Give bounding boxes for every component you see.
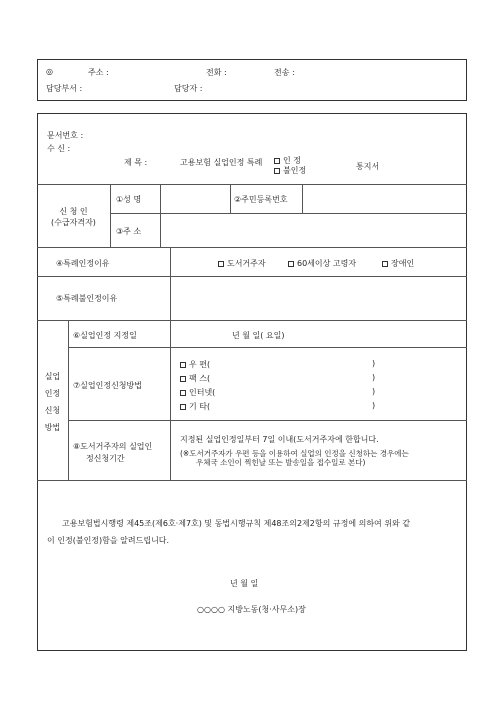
header-bullet: ◎ xyxy=(46,67,53,76)
option-reject: 불인정 xyxy=(274,165,306,176)
doc-number-label: 문서번호 : xyxy=(47,131,84,140)
special-reason-label: ④특례인정이유 xyxy=(56,259,110,268)
close-paren: ) xyxy=(372,387,376,396)
grid-line xyxy=(160,213,161,247)
checkbox-icon[interactable] xyxy=(180,362,186,368)
reason-option-island: 도서거주자 xyxy=(218,258,266,269)
header-address-label: 주소 : xyxy=(88,68,109,77)
close-paren: ) xyxy=(372,359,376,368)
method-side-label-3: 신청 xyxy=(44,406,61,415)
grid-line xyxy=(110,184,111,247)
grid-line xyxy=(110,213,467,214)
grid-line xyxy=(230,184,231,213)
designated-date-label: ⑥실업인정 지정일 xyxy=(73,331,137,340)
close-paren: ) xyxy=(372,401,376,410)
grid-line xyxy=(37,320,467,321)
grid-line xyxy=(170,247,171,480)
apply-option-internet: 인터넷( xyxy=(180,387,215,398)
notice-label: 통지서 xyxy=(356,162,380,171)
apply-option-other: 기 타( xyxy=(180,401,210,412)
reason-option-disabled: 장애인 xyxy=(382,258,414,269)
designated-date-value: 년 월 일( 요일) xyxy=(232,331,285,340)
grid-line xyxy=(302,184,303,213)
header-phone-label: 전화 : xyxy=(206,68,227,77)
method-side-label-1: 실업 xyxy=(44,372,61,381)
subject-text: 고용보험 실업인정 특례 xyxy=(180,158,263,167)
checkbox-icon[interactable] xyxy=(180,376,186,382)
checkbox-icon[interactable] xyxy=(180,390,186,396)
reject-reason-label: ⑤특례불인정이유 xyxy=(56,294,118,303)
checkbox-icon[interactable] xyxy=(382,261,388,267)
checkbox-icon[interactable] xyxy=(218,261,224,267)
island-period-text-3: 우체국 소인이 찍힌날 또는 발송일을 접수일로 본다) xyxy=(196,458,366,467)
statement-line-1: 고용보험법시행령 제45조(제6호·제7호) 및 동법시행규칙 제48조의2제2항의 규정에 의하여 위와 같 xyxy=(62,519,411,528)
checkbox-icon[interactable] xyxy=(288,261,294,267)
island-period-text-2: (※도서거주자가 우편 등을 이용하여 실업의 인정을 신청하는 경우에는 xyxy=(180,449,409,458)
recipient-label: 수 신 : xyxy=(47,144,71,153)
name-label: ①성 명 xyxy=(116,195,142,204)
method-side-label-4: 방법 xyxy=(44,423,61,432)
reason-option-elderly: 60세이상 고령자 xyxy=(288,258,356,269)
checkbox-icon[interactable] xyxy=(180,404,186,410)
grid-line xyxy=(68,420,467,421)
grid-line xyxy=(160,184,161,213)
subject-label: 제 목 : xyxy=(124,158,148,167)
close-paren: ) xyxy=(372,373,376,382)
statement-line-2: 이 인정(불인정)함을 알려드립니다. xyxy=(47,536,170,545)
grid-line xyxy=(37,480,467,481)
checkbox-icon[interactable] xyxy=(274,158,280,164)
grid-line xyxy=(37,276,467,277)
grid-line xyxy=(68,347,467,348)
apply-option-mail: 우 편( xyxy=(180,359,210,370)
grid-line xyxy=(37,184,467,185)
applicant-label: 신 청 인 xyxy=(59,207,88,216)
footer-date: 년 월 일 xyxy=(230,579,259,588)
header-dept-label: 담당부서 : xyxy=(46,84,83,93)
island-period-label-2: 정신청기간 xyxy=(86,454,125,463)
option-approve: 인 정 xyxy=(274,155,301,166)
issuer-label: ○○○○ 지방노동(청·사무소)장 xyxy=(197,605,306,614)
grid-line xyxy=(68,320,69,480)
header-fax-label: 전송 : xyxy=(274,68,295,77)
rrn-label: ②주민등록번호 xyxy=(234,195,288,204)
checkbox-icon[interactable] xyxy=(274,168,280,174)
applicant-sublabel: (수급자격자) xyxy=(51,218,96,227)
grid-line xyxy=(37,247,467,248)
island-period-text-1: 지정된 실업인정일부터 7일 이내(도서거주자에 한합니다. xyxy=(180,435,379,444)
applicant-address-label: ③주 소 xyxy=(116,227,142,236)
header-box xyxy=(37,59,467,101)
apply-method-label: ⑦실업인정신청방법 xyxy=(73,381,142,390)
apply-option-fax: 팩 스( xyxy=(180,373,210,384)
island-period-label-1: ⑧도서거주자의 실업인 xyxy=(73,442,153,451)
header-manager-label: 담당자 : xyxy=(174,84,203,93)
method-side-label-2: 인정 xyxy=(44,389,61,398)
